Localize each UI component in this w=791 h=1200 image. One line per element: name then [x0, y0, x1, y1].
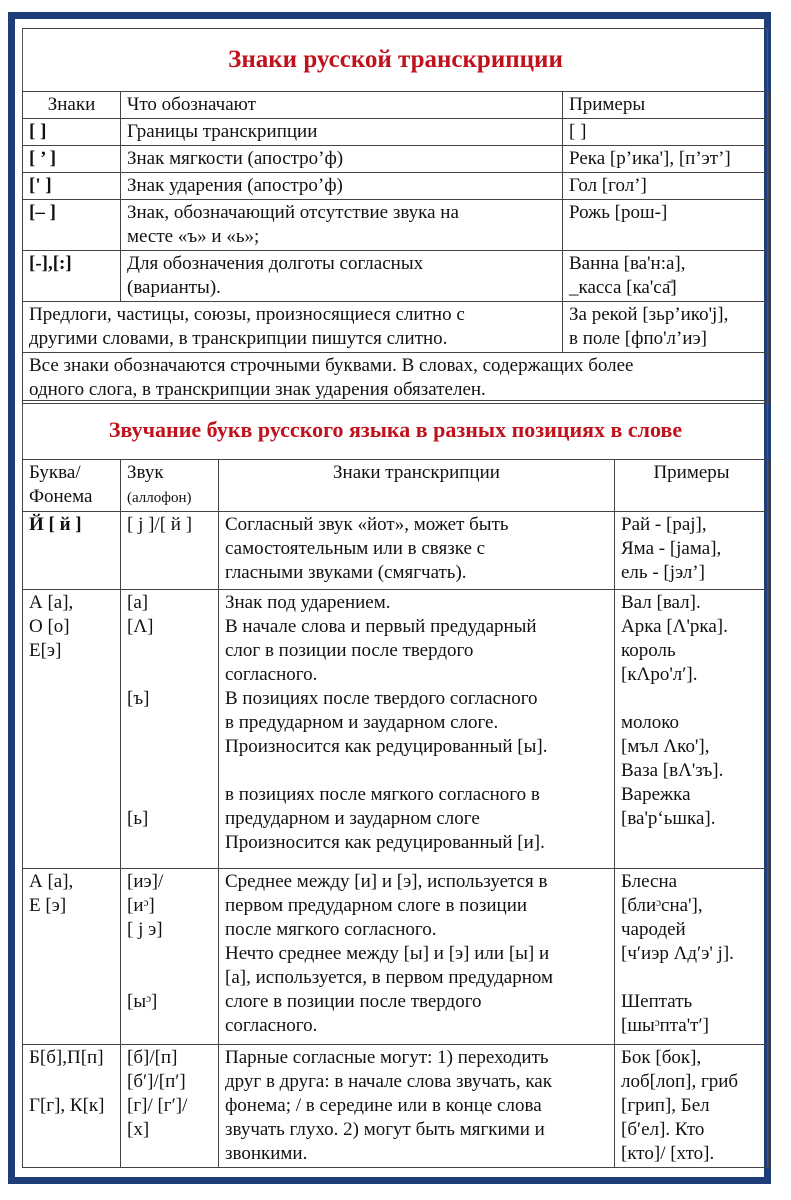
letter: Й [ й ] — [23, 512, 121, 590]
sign: [-],[:] — [23, 251, 121, 302]
example: Блесна [блиᵓсна'], чародей [ч′иэр Λд′э' j]. Шептать [шыᵓпта'т′] — [615, 869, 769, 1045]
table-row — [23, 146, 769, 173]
meaning: Границы транскрипции — [121, 119, 563, 146]
letter-sounds-table — [22, 400, 769, 1168]
note-lowercase: Все знаки обозначаются строчными буквами. В словах, содержащих более одного слога, в транскрипции знак ударения обязателен. — [23, 353, 769, 404]
letter: А [а], О [о] Е[э] — [23, 590, 121, 869]
table-row — [23, 119, 769, 146]
note-prepositions: Предлоги, частицы, союзы, произносящиеся слитно с другими словами, в транскрипции пишутся слитно. — [23, 302, 563, 353]
table-row — [23, 1045, 769, 1168]
table2-title: Звучание букв русского языка в разных позициях в слове — [23, 401, 769, 460]
table2-header — [23, 460, 769, 512]
header-examples: Примеры — [563, 92, 769, 119]
meaning: Знак ударения (апостро’ф) — [121, 173, 563, 200]
letter: Б[б],П[п] Г[г], К[к] — [23, 1045, 121, 1168]
sound: [ j ]/[ й ] — [121, 512, 219, 590]
sound-sublabel: (аллофон) — [127, 490, 192, 506]
description: Среднее между [и] и [э], используется в первом предударном слоге в позиции после мягкого согласного. Нечто среднее между [ы] и [э] или [ы] и [а], используется, в первом предударном слоге в позиции после твердого согласного. — [219, 869, 615, 1045]
header-letter: Буква/ Фонема — [23, 460, 121, 512]
header-meaning: Что обозначают — [121, 92, 563, 119]
transcription-signs-table — [22, 28, 769, 404]
table1-header — [23, 92, 769, 119]
example: Вал [вал]. Арка [Λ'рка]. король [кΛро'л′]. молоко [мъл Λко'], Ваза [вΛ'зъ]. Варежка [ва'р‘ьшка]. — [615, 590, 769, 869]
description: Знак под ударением. В начале слова и первый предударный слог в позиции после твердого согласного. В позициях после твердого согласного в предударном и заударном слоге. Произносится как редуцированный [ы]. в позициях после мягкого согласного в предударном и заударном слоге Произносится как редуцированный [и]. — [219, 590, 615, 869]
meaning: Знак мягкости (апостро’ф) — [121, 146, 563, 173]
table-row — [23, 512, 769, 590]
example: Река [р’ика'], [п’эт’] — [563, 146, 769, 173]
sound-label: Звук — [127, 462, 164, 483]
meaning: Знак, обозначающий отсутствие звука на месте «ъ» и «ь»; — [121, 200, 563, 251]
header-signs: Знаки — [23, 92, 121, 119]
description: Согласный звук «йот», может быть самостоятельным или в связке с гласными звуками (смягчать). — [219, 512, 615, 590]
header-sound — [121, 460, 219, 512]
header-signs: Знаки транскрипции — [219, 460, 615, 512]
sign: [ ’ ] — [23, 146, 121, 173]
description: Парные согласные могут: 1) переходить друг в друга: в начале слова звучать, как фонема; / в середине или в конце слова звучать глухо. 2) могут быть мягкими и звонкими. — [219, 1045, 615, 1168]
example: Гол [гол’] — [563, 173, 769, 200]
example: [ ] — [563, 119, 769, 146]
table-row — [23, 251, 769, 302]
sign: [– ] — [23, 200, 121, 251]
example: За рекой [зьр’ико'j], в поле [фпо'л’иэ] — [563, 302, 769, 353]
table-row — [23, 353, 769, 404]
sound: [иэ]/ [иᵓ] [ j э] [ыᵓ] — [121, 869, 219, 1045]
example: Рожь [рош-] — [563, 200, 769, 251]
sound: [а] [Λ] [ъ] [ь] — [121, 590, 219, 869]
header-examples: Примеры — [615, 460, 769, 512]
sign: [ ] — [23, 119, 121, 146]
table1-title: Знаки русской транскрипции — [23, 29, 769, 92]
letter: А [а], Е [э] — [23, 869, 121, 1045]
example: Ванна [ва'н:а], _касса [ка'са̄] — [563, 251, 769, 302]
table-row — [23, 173, 769, 200]
sign: [' ] — [23, 173, 121, 200]
table-row — [23, 590, 769, 869]
example: Бок [бок], лоб[лоп], гриб [грип], Бел [б′ел]. Кто [кто]/ [хто]. — [615, 1045, 769, 1168]
table-row — [23, 869, 769, 1045]
table-row — [23, 200, 769, 251]
example: Рай - [раj], Яма - [jама], ель - [jэл’] — [615, 512, 769, 590]
table-row — [23, 302, 769, 353]
meaning: Для обозначения долготы согласных (варианты). — [121, 251, 563, 302]
sound: [б]/[п] [б′]/[п′] [г]/ [г′]/ [х] — [121, 1045, 219, 1168]
